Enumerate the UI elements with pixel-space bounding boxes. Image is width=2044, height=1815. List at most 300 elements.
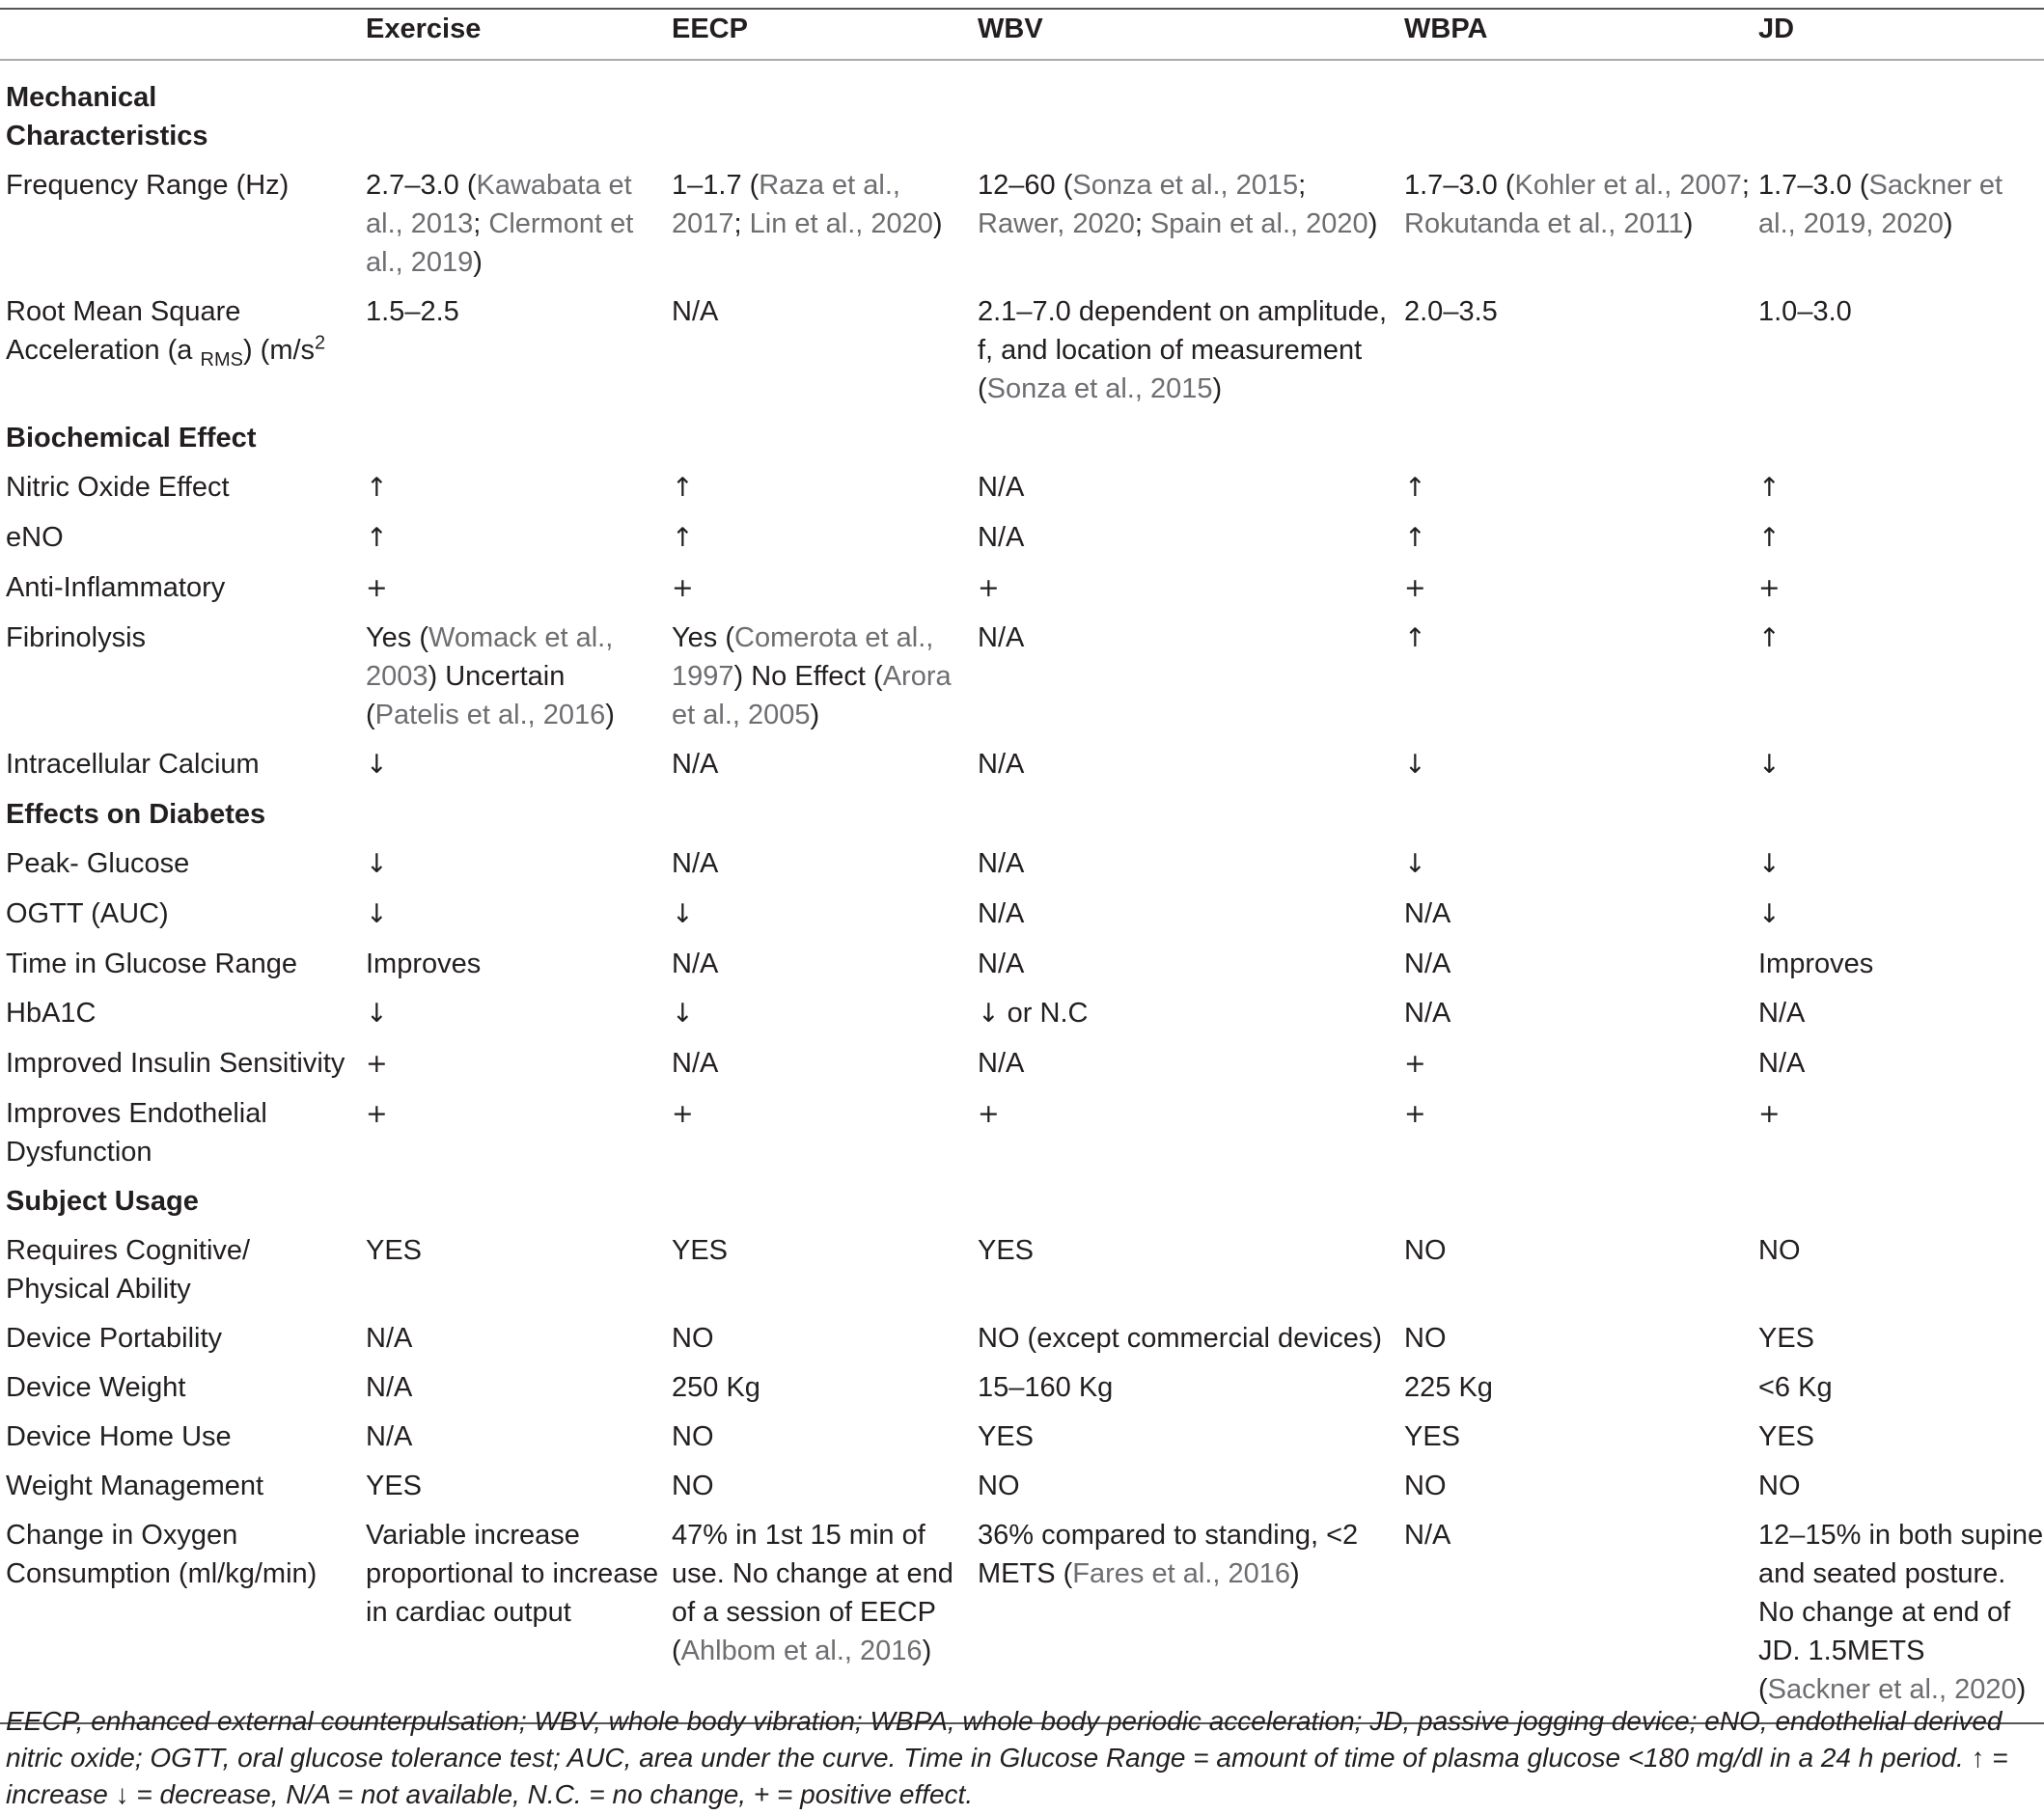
- citation-text: Rokutanda et al., 2011: [1404, 208, 1684, 239]
- table-cell: [360, 1319, 666, 1368]
- citation-text: Arora et al., 2005: [672, 661, 952, 730]
- table-cell: [1398, 166, 1753, 292]
- effect-symbol: ↓: [672, 999, 694, 1029]
- citation-text: Fares et al., 2016: [1072, 1558, 1290, 1589]
- effect-symbol: ↓: [1404, 849, 1426, 879]
- table-cell: [666, 945, 972, 994]
- header-row: [0, 9, 2044, 60]
- cell-text: ): [1683, 208, 1694, 239]
- row-label-text: Time in Glucose Range: [6, 949, 297, 979]
- comparison-table: [0, 8, 2044, 1724]
- table-cell: [360, 1231, 666, 1319]
- table-cell: [1753, 1231, 2044, 1319]
- table-cell: [360, 518, 666, 568]
- row-label-text: Weight Management: [6, 1471, 264, 1501]
- header-exercise: Exercise: [360, 9, 666, 60]
- effect-symbol: ↓: [366, 899, 388, 929]
- row-label-text: OGTT (AUC): [6, 898, 169, 929]
- section-title: Effects on Diabetes: [6, 799, 266, 830]
- table-cell: [666, 1368, 972, 1417]
- row-label-suffix: ) (m/s: [242, 335, 316, 366]
- citation-text: Sackner et al., 2019, 2020: [1758, 170, 2003, 239]
- effect-symbol: ↓: [366, 999, 388, 1029]
- table-cell: [1753, 945, 2044, 994]
- effect-symbol: ↑: [366, 473, 388, 503]
- cell-text: NO: [672, 1471, 714, 1501]
- citation-text: Raza et al., 2017: [672, 170, 900, 239]
- table-cell: [1753, 1516, 2044, 1723]
- section-row: [0, 795, 2044, 844]
- section-spacer-cell: [666, 1182, 972, 1231]
- cell-text: N/A: [1404, 1520, 1451, 1551]
- row-label: [0, 745, 360, 795]
- row-label-text: Peak- Glucose: [6, 848, 190, 879]
- effect-symbol: +: [672, 1099, 694, 1129]
- table-cell: [1398, 894, 1753, 945]
- cell-text: 2.0–3.5: [1404, 296, 1498, 327]
- header-blank: [0, 9, 360, 60]
- section-spacer-cell: [972, 419, 1398, 468]
- table-cell: [972, 1516, 1398, 1723]
- table-cell: [360, 945, 666, 994]
- table-cell: [666, 166, 972, 292]
- table-cell: [972, 1368, 1398, 1417]
- row-label-text: Requires Cognitive/ Physical Ability: [6, 1235, 251, 1305]
- row-label: [0, 894, 360, 945]
- citation-text: Spain et al., 2020: [1149, 208, 1368, 239]
- table-row: [0, 1094, 2044, 1182]
- row-label: [0, 1417, 360, 1467]
- row-label-text: Change in Oxygen Consumption (ml/kg/min): [6, 1520, 318, 1589]
- table-row: [0, 1516, 2044, 1723]
- citation-text: Kohler et al., 2007: [1514, 170, 1742, 201]
- effect-symbol: ↓: [1758, 849, 1781, 879]
- table-row: [0, 994, 2044, 1044]
- row-label-text: Device Weight: [6, 1372, 186, 1403]
- table-cell: [1398, 1044, 1753, 1094]
- table-cell: [1753, 844, 2044, 894]
- citation-text: Comerota et al., 1997: [672, 622, 934, 692]
- cell-text: ) No Effect (: [733, 661, 883, 692]
- cell-text: NO: [1404, 1235, 1447, 1266]
- cell-text: ;: [733, 208, 750, 239]
- table-cell: [1398, 1417, 1753, 1467]
- table-cell: [360, 894, 666, 945]
- cell-text: NO: [1404, 1471, 1447, 1501]
- section-spacer-cell: [1398, 60, 1753, 166]
- row-label: [0, 518, 360, 568]
- effect-symbol: ↑: [1404, 623, 1426, 653]
- row-label-text: Device Home Use: [6, 1421, 232, 1452]
- table-cell: [1398, 1231, 1753, 1319]
- effect-symbol: +: [366, 1099, 388, 1129]
- table-cell: [1398, 994, 1753, 1044]
- table-cell: [972, 994, 1398, 1044]
- effect-symbol: +: [672, 573, 694, 603]
- cell-text: N/A: [672, 296, 719, 327]
- cell-text: ;: [473, 208, 489, 239]
- cell-text: ): [810, 700, 820, 730]
- cell-text: ): [1212, 373, 1223, 404]
- table-cell: [1753, 894, 2044, 945]
- row-label-text: Nitric Oxide Effect: [6, 472, 230, 503]
- row-label-text: Device Portability: [6, 1323, 223, 1354]
- row-label: [0, 468, 360, 518]
- cell-text: N/A: [366, 1421, 413, 1452]
- section-title: Subject Usage: [6, 1186, 199, 1217]
- table-cell: [360, 468, 666, 518]
- row-label: [0, 1368, 360, 1417]
- table-cell: [360, 1516, 666, 1723]
- table-cell: [666, 518, 972, 568]
- cell-text: N/A: [1758, 998, 1806, 1029]
- table-row: [0, 1319, 2044, 1368]
- table-cell: [360, 1044, 666, 1094]
- table-cell: [1398, 568, 1753, 619]
- table-cell: [1398, 518, 1753, 568]
- table-cell: [972, 945, 1398, 994]
- table-row: [0, 568, 2044, 619]
- table-row: [0, 894, 2044, 945]
- table-cell: [360, 844, 666, 894]
- table-header: [0, 9, 2044, 60]
- table-row: [0, 1467, 2044, 1516]
- section-spacer-cell: [1398, 795, 1753, 844]
- cell-text: N/A: [672, 749, 719, 780]
- cell-text: 1.7–3.0 (: [1404, 170, 1515, 201]
- table-cell: [972, 844, 1398, 894]
- table-cell: [360, 292, 666, 419]
- table-cell: [666, 619, 972, 745]
- section-spacer-cell: [972, 60, 1398, 166]
- row-label-text: Intracellular Calcium: [6, 749, 260, 780]
- section-spacer-cell: [1753, 419, 2044, 468]
- table-cell: [360, 1368, 666, 1417]
- table-cell: [1753, 166, 2044, 292]
- row-label: [0, 994, 360, 1044]
- cell-text: 225 Kg: [1404, 1372, 1493, 1403]
- cell-text: N/A: [978, 622, 1025, 653]
- table-cell: [360, 1417, 666, 1467]
- section-row: [0, 60, 2044, 166]
- cell-text: ): [1367, 208, 1378, 239]
- citation-text: Kawabata et al., 2013: [366, 170, 632, 239]
- table-cell: [1753, 1319, 2044, 1368]
- effect-symbol: ↓: [1404, 750, 1426, 780]
- cell-text: N/A: [978, 898, 1025, 929]
- table-cell: [1753, 518, 2044, 568]
- effect-symbol: ↓: [978, 999, 1000, 1029]
- cell-text: YES: [1758, 1323, 1815, 1354]
- table-cell: [666, 745, 972, 795]
- cell-text: N/A: [978, 949, 1025, 979]
- citation-text: Womack et al., 2003: [366, 622, 614, 692]
- effect-symbol: +: [978, 1099, 1000, 1129]
- table-cell: [1398, 1094, 1753, 1182]
- cell-text: N/A: [366, 1372, 413, 1403]
- cell-text: YES: [672, 1235, 729, 1266]
- cell-text: ): [2016, 1674, 2027, 1705]
- section-spacer-cell: [1753, 1182, 2044, 1231]
- cell-text: ): [1943, 208, 1953, 239]
- citation-text: Clermont et al., 2019: [366, 208, 634, 278]
- table-body: [0, 60, 2044, 1723]
- cell-text: N/A: [978, 472, 1025, 503]
- cell-text: ): [932, 208, 943, 239]
- section-title: Mechanical Characteristics: [6, 82, 208, 151]
- section-spacer-cell: [666, 795, 972, 844]
- table-row: [0, 619, 2044, 745]
- cell-text: 36% compared to standing, <2 METS (: [978, 1520, 1359, 1589]
- section-row: [0, 419, 2044, 468]
- cell-text: N/A: [978, 749, 1025, 780]
- table-cell: [360, 745, 666, 795]
- cell-text: 250 Kg: [672, 1372, 760, 1403]
- effect-symbol: ↑: [1758, 473, 1781, 503]
- cell-text: N/A: [1404, 998, 1451, 1029]
- section-spacer-cell: [360, 419, 666, 468]
- row-label-text: Root Mean Square Acceleration (a: [6, 296, 241, 366]
- table-cell: [1753, 292, 2044, 419]
- table-cell: [666, 994, 972, 1044]
- table-cell: [1398, 292, 1753, 419]
- cell-text: N/A: [978, 1048, 1025, 1079]
- cell-text: NO: [1758, 1471, 1801, 1501]
- row-label-text: Improves Endothelial Dysfunction: [6, 1098, 267, 1168]
- section-title: Biochemical Effect: [6, 423, 257, 454]
- cell-text: NO: [672, 1421, 714, 1452]
- table-cell: [666, 1231, 972, 1319]
- cell-text: N/A: [672, 949, 719, 979]
- cell-text: N/A: [672, 848, 719, 879]
- section-spacer-cell: [360, 60, 666, 166]
- effect-symbol: ↑: [1758, 523, 1781, 553]
- table-cell: [972, 568, 1398, 619]
- table-row: [0, 945, 2044, 994]
- cell-text: N/A: [366, 1323, 413, 1354]
- table-cell: [360, 166, 666, 292]
- cell-text: Yes (: [672, 622, 735, 653]
- cell-text: N/A: [1758, 1048, 1806, 1079]
- cell-text: Improves: [1758, 949, 1874, 979]
- row-label: [0, 1094, 360, 1182]
- cell-text: Variable increase proportional to increase in cardiac output: [366, 1520, 659, 1628]
- table-cell: [972, 1044, 1398, 1094]
- table-cell: [1753, 994, 2044, 1044]
- effect-symbol: +: [978, 573, 1000, 603]
- cell-text: YES: [978, 1235, 1035, 1266]
- table-row: [0, 745, 2044, 795]
- citation-text: Sonza et al., 2015: [986, 373, 1213, 404]
- table-cell: [1753, 1417, 2044, 1467]
- table-cell: [360, 1094, 666, 1182]
- header-wbpa: WBPA: [1398, 9, 1753, 60]
- cell-text: YES: [366, 1471, 423, 1501]
- citation-text: Sackner et al., 2020: [1767, 1674, 2017, 1705]
- cell-text: or N.C: [999, 998, 1089, 1029]
- table-cell: [1753, 468, 2044, 518]
- cell-text: ;: [1741, 170, 1750, 201]
- table-cell: [1398, 1516, 1753, 1723]
- effect-symbol: ↓: [366, 750, 388, 780]
- citation-text: Sonza et al., 2015: [1072, 170, 1299, 201]
- citation-text: Lin et al., 2020: [749, 208, 933, 239]
- table-cell: [666, 894, 972, 945]
- cell-text: ;: [1134, 208, 1150, 239]
- row-label: [0, 568, 360, 619]
- effect-symbol: +: [1404, 1099, 1426, 1129]
- cell-text: N/A: [1404, 949, 1451, 979]
- row-label: [0, 1319, 360, 1368]
- effect-symbol: +: [1758, 573, 1781, 603]
- row-label: [0, 619, 360, 745]
- cell-text: NO: [672, 1323, 714, 1354]
- table-cell: [666, 1044, 972, 1094]
- row-label-subscript: RMS: [200, 348, 243, 371]
- row-label-text: Frequency Range (Hz): [6, 170, 290, 201]
- table-cell: [1398, 1319, 1753, 1368]
- row-label-text: Fibrinolysis: [6, 622, 147, 653]
- cell-text: NO: [1404, 1323, 1447, 1354]
- cell-text: ): [605, 700, 615, 730]
- cell-text: ): [473, 247, 483, 278]
- row-label-text: HbA1C: [6, 998, 97, 1029]
- cell-text: N/A: [978, 522, 1025, 553]
- table-cell: [1753, 619, 2044, 745]
- row-label: [0, 292, 360, 419]
- cell-text: ): [922, 1636, 932, 1666]
- cell-text: 15–160 Kg: [978, 1372, 1114, 1403]
- table-cell: [1398, 1368, 1753, 1417]
- effect-symbol: ↓: [672, 899, 694, 929]
- table-cell: [666, 292, 972, 419]
- row-label: [0, 1516, 360, 1723]
- effect-symbol: ↑: [1758, 623, 1781, 653]
- cell-text: N/A: [978, 848, 1025, 879]
- table-cell: [666, 844, 972, 894]
- row-label-text: Improved Insulin Sensitivity: [6, 1048, 345, 1079]
- section-spacer-cell: [1398, 419, 1753, 468]
- row-label-text: eNO: [6, 522, 64, 553]
- cell-text: 2.7–3.0 (: [366, 170, 477, 201]
- row-label: [0, 1044, 360, 1094]
- table-cell: [360, 1467, 666, 1516]
- effect-symbol: ↑: [1404, 523, 1426, 553]
- header-wbv: WBV: [972, 9, 1398, 60]
- table-cell: [972, 1467, 1398, 1516]
- row-label: [0, 945, 360, 994]
- table-row: [0, 518, 2044, 568]
- section-row: [0, 1182, 2044, 1231]
- table-cell: [666, 568, 972, 619]
- table-cell: [972, 1094, 1398, 1182]
- table-footnote: EECP, enhanced external counterpulsation; WBV, whole body vibration; WBPA, whole body periodic acceleration; JD, passive jogging device; eNO, endothelial derived nitric oxide; OGTT, oral glucose tolerance test; AUC, area under the curve. Time in Glucose Range = amount of time of plasma glucose <180 mg/dl in a 24 h period. ↑ = increase ↓ = decrease, N/A = not available, N.C. = no change, + = positive effect.: [6, 1706, 2008, 1809]
- table-cell: [1753, 568, 2044, 619]
- table-cell: [972, 468, 1398, 518]
- cell-text: YES: [1758, 1421, 1815, 1452]
- row-label-superscript: 2: [315, 332, 326, 354]
- table-cell: [1753, 745, 2044, 795]
- table-cell: [1398, 1467, 1753, 1516]
- cell-text: ) Uncertain (: [366, 661, 566, 730]
- cell-text: 47% in 1st 15 min of use. No change at end of a session of EECP (: [672, 1520, 953, 1666]
- row-label: [0, 1231, 360, 1319]
- header-eecp: EECP: [666, 9, 972, 60]
- section-spacer-cell: [666, 60, 972, 166]
- cell-text: NO: [1758, 1235, 1801, 1266]
- table-cell: [666, 1094, 972, 1182]
- effect-symbol: ↑: [672, 473, 694, 503]
- cell-text: Improves: [366, 949, 482, 979]
- effect-symbol: +: [1404, 573, 1426, 603]
- cell-text: 12–60 (: [978, 170, 1073, 201]
- section-spacer-cell: [1398, 1182, 1753, 1231]
- cell-text: YES: [978, 1421, 1035, 1452]
- effect-symbol: +: [1404, 1049, 1426, 1079]
- table-cell: [360, 994, 666, 1044]
- effect-symbol: ↓: [366, 849, 388, 879]
- table-row: [0, 844, 2044, 894]
- table-cell: [1753, 1368, 2044, 1417]
- effect-symbol: ↑: [1404, 473, 1426, 503]
- cell-text: <6 Kg: [1758, 1372, 1833, 1403]
- table-cell: [1398, 844, 1753, 894]
- table-cell: [1753, 1094, 2044, 1182]
- cell-text: 1.5–2.5: [366, 296, 459, 327]
- cell-text: 1.7–3.0 (: [1758, 170, 1869, 201]
- effect-symbol: +: [366, 573, 388, 603]
- citation-text: Rawer, 2020: [978, 208, 1135, 239]
- effect-symbol: ↑: [672, 523, 694, 553]
- table-cell: [972, 292, 1398, 419]
- row-label-text: Anti-Inflammatory: [6, 572, 226, 603]
- cell-text: ): [1289, 1558, 1300, 1589]
- citation-text: Ahlbom et al., 2016: [680, 1636, 923, 1666]
- cell-text: 1.0–3.0: [1758, 296, 1852, 327]
- table-cell: [1398, 468, 1753, 518]
- row-label: [0, 844, 360, 894]
- table-row: [0, 1231, 2044, 1319]
- table-row: [0, 292, 2044, 419]
- table-row: [0, 468, 2044, 518]
- table-cell: [666, 1467, 972, 1516]
- effect-symbol: ↓: [1758, 750, 1781, 780]
- cell-text: 12–15% in both supine and seated posture. No change at end of JD. 1.5METS (: [1758, 1520, 2044, 1705]
- row-label: [0, 166, 360, 292]
- section-spacer-cell: [1753, 795, 2044, 844]
- cell-text: 1–1.7 (: [672, 170, 760, 201]
- table-row: [0, 1417, 2044, 1467]
- cell-text: YES: [1404, 1421, 1461, 1452]
- table-cell: [666, 1319, 972, 1368]
- section-spacer-cell: [360, 1182, 666, 1231]
- cell-text: N/A: [1404, 898, 1451, 929]
- header-jd: JD: [1753, 9, 2044, 60]
- table-cell: [972, 166, 1398, 292]
- table-cell: [972, 1417, 1398, 1467]
- cell-text: NO: [978, 1471, 1020, 1501]
- cell-text: 2.1–7.0 dependent on amplitude, f, and location of measurement (: [978, 296, 1388, 404]
- table-cell: [360, 619, 666, 745]
- cell-text: N/A: [672, 1048, 719, 1079]
- table-row: [0, 166, 2044, 292]
- table-cell: [1398, 745, 1753, 795]
- cell-text: YES: [366, 1235, 423, 1266]
- table-cell: [972, 1319, 1398, 1368]
- table-cell: [666, 468, 972, 518]
- section-spacer-cell: [972, 1182, 1398, 1231]
- cell-text: ;: [1298, 170, 1307, 201]
